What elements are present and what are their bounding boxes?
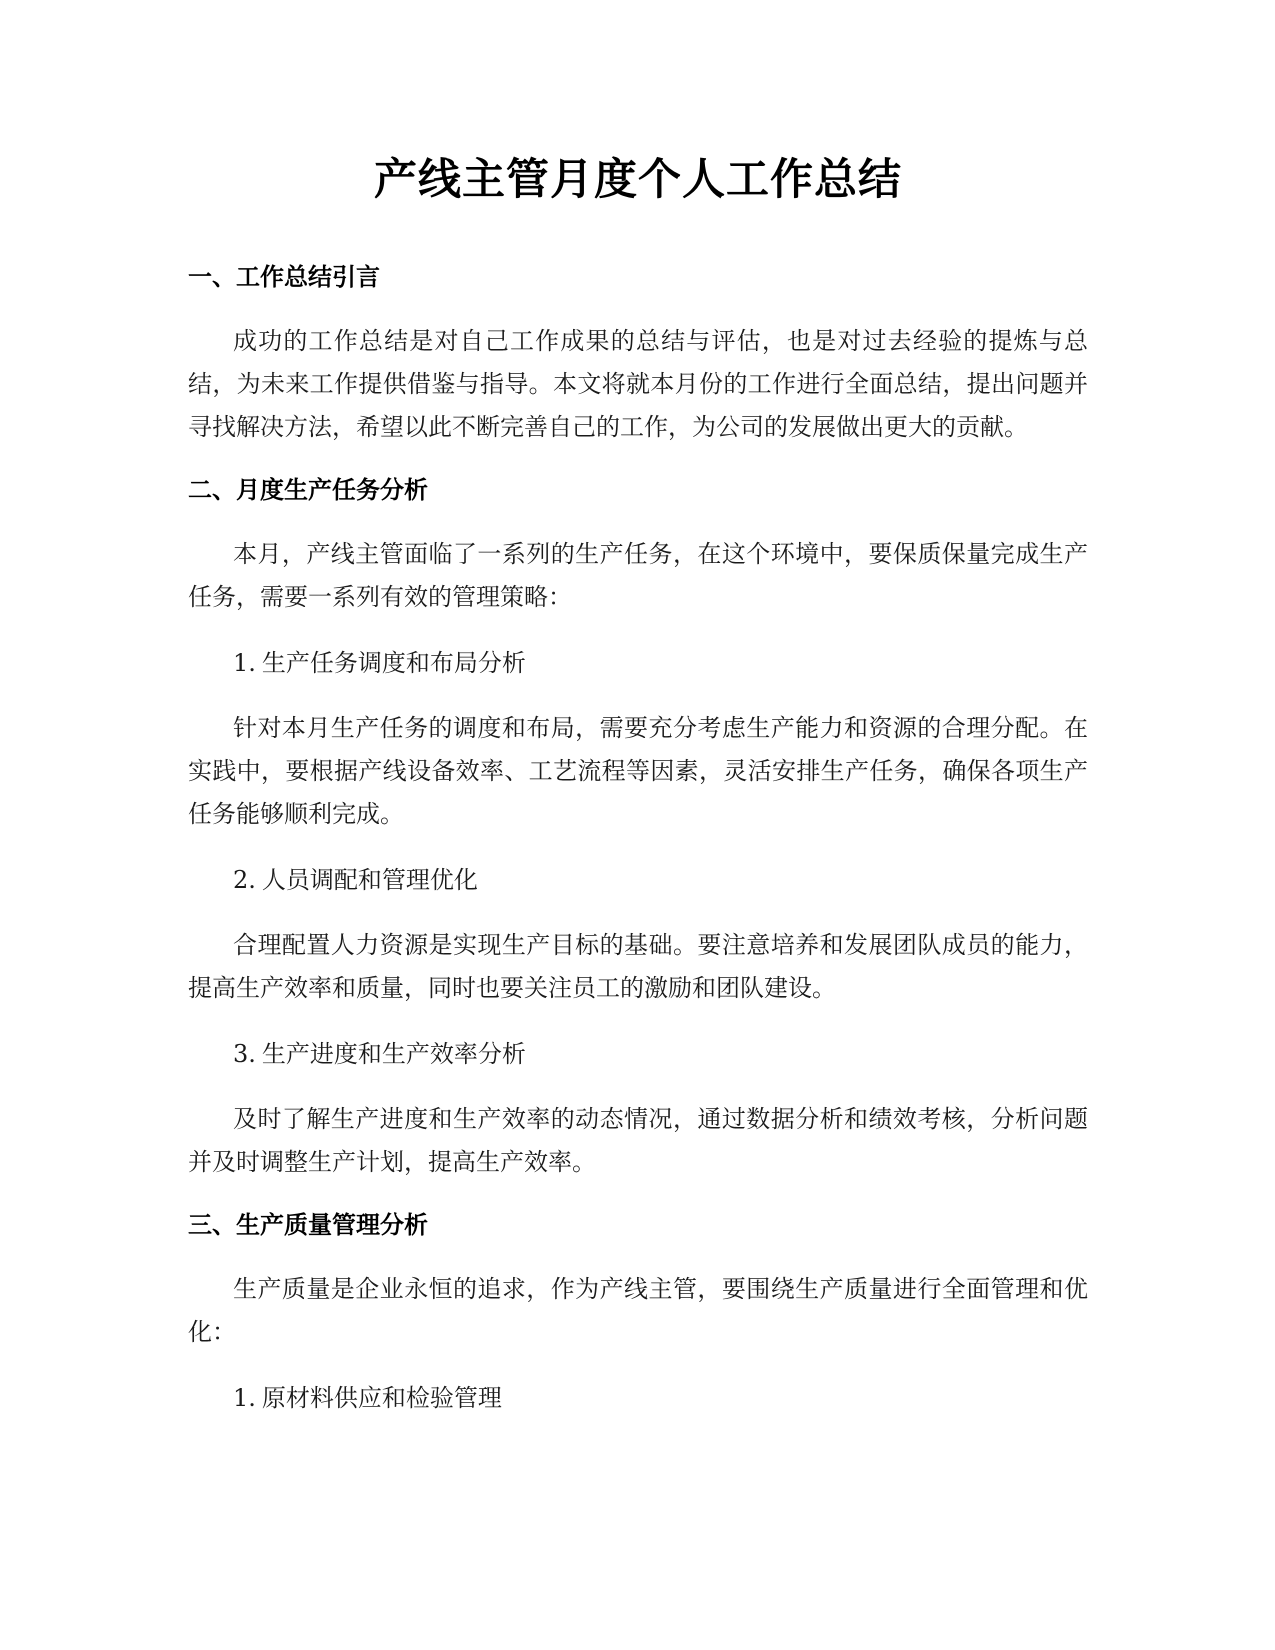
list-item-number: 3. <box>233 1040 256 1068</box>
list-item-paragraph: 针对本月生产任务的调度和布局，需要充分考虑生产能力和资源的合理分配。在实践中，要根据产线设备效率、工艺流程等因素，灵活安排生产任务，确保各项生产任务能够顺利完成。 <box>188 714 1088 828</box>
list-item-label: 生产任务调度和布局分析 <box>261 649 526 677</box>
section-heading-production-tasks: 二、月度生产任务分析 <box>188 476 428 504</box>
list-item-title <box>188 645 1088 681</box>
section-paragraph-quality: 生产质量是企业永恒的追求，作为产线主管，要围绕生产质量进行全面管理和优化： <box>188 1275 1088 1346</box>
list-item-label: 生产进度和生产效率分析 <box>261 1040 526 1068</box>
list-item-title <box>188 862 1088 898</box>
list-item-title <box>188 1036 1088 1072</box>
section-heading-quality: 三、生产质量管理分析 <box>188 1211 428 1239</box>
section-paragraph-intro: 成功的工作总结是对自己工作成果的总结与评估，也是对过去经验的提炼与总结，为未来工作提供借鉴与指导。本文将就本月份的工作进行全面总结，提出问题并寻找解决方法，希望以此不断完善自己的工作，为公司的发展做出更大的贡献。 <box>188 327 1088 441</box>
list-item-paragraph: 合理配置人力资源是实现生产目标的基础。要注意培养和发展团队成员的能力，提高生产效率和质量，同时也要关注员工的激励和团队建设。 <box>188 931 1088 1002</box>
list-item-paragraph: 及时了解生产进度和生产效率的动态情况，通过数据分析和绩效考核，分析问题并及时调整生产计划，提高生产效率。 <box>188 1105 1088 1176</box>
document-body <box>188 150 1088 1416</box>
list-item-number: 1. <box>233 649 256 677</box>
list-item-title <box>188 1380 1088 1416</box>
section-paragraph-production-tasks: 本月，产线主管面临了一系列的生产任务，在这个环境中，要保质保量完成生产任务，需要一系列有效的管理策略： <box>188 540 1088 611</box>
list-item-number: 1. <box>233 1384 256 1412</box>
list-item-label: 原材料供应和检验管理 <box>261 1384 502 1412</box>
section-heading-intro: 一、工作总结引言 <box>188 263 380 291</box>
document-title: 产线主管月度个人工作总结 <box>374 155 902 205</box>
list-item-number: 2. <box>233 866 256 894</box>
list-item-label: 人员调配和管理优化 <box>261 866 478 894</box>
